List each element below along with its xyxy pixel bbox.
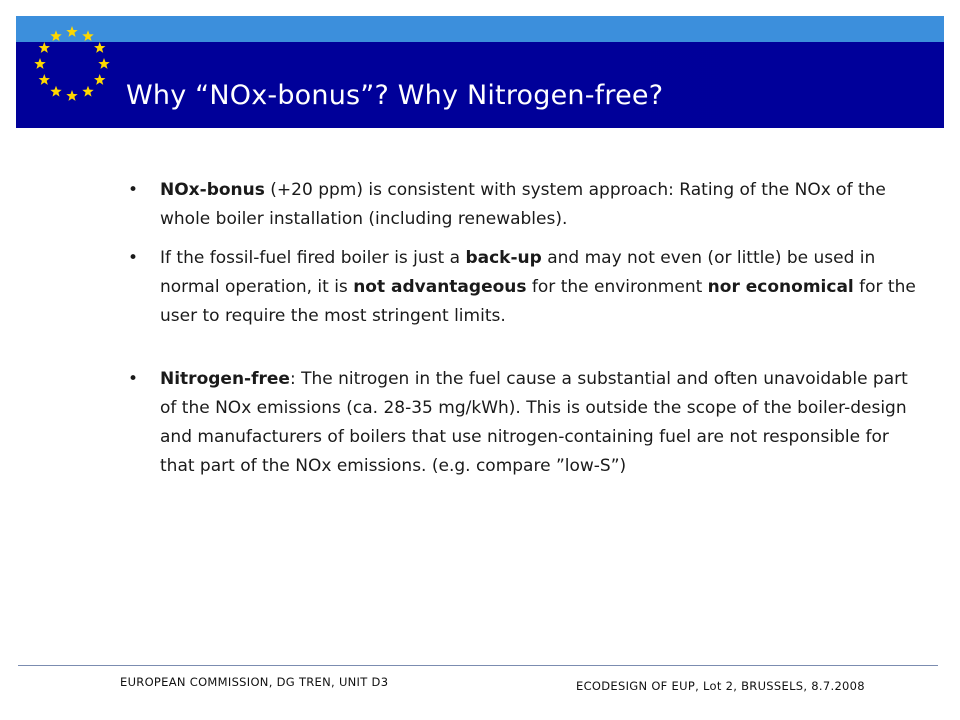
bullet-emphasis: NOx-bonus	[160, 180, 265, 200]
bullet-emphasis: Nitrogen-free	[160, 369, 290, 389]
eu-star-icon	[39, 42, 50, 53]
footer-organization: EUROPEAN COMMISSION, DG TREN, UNIT D3	[120, 675, 389, 689]
eu-star-icon	[66, 26, 77, 37]
footer-event: ECODESIGN OF EUP, Lot 2, BRUSSELS, 8.7.2008	[576, 679, 865, 693]
slide-title: Why “NOx-bonus”? Why Nitrogen-free?	[126, 80, 664, 111]
bullet-segment: (+20 ppm) is consistent with system approach: Rating of the NOx of the whole boiler installation (including renewables).	[160, 180, 886, 229]
footer-divider	[18, 665, 938, 666]
eu-star-icon	[50, 86, 61, 97]
bullet-emphasis: back-up	[465, 248, 542, 268]
bullet-nitrogen-free	[128, 365, 918, 481]
eu-star-icon	[50, 30, 61, 41]
bullet-backup	[128, 244, 918, 331]
bullet-dot: •	[128, 180, 139, 200]
eu-star-icon	[82, 86, 93, 97]
eu-star-icon	[39, 74, 50, 85]
bullet-segment: If the fossil-fuel fired boiler is just a	[160, 248, 466, 268]
eu-star-icon	[82, 30, 93, 41]
eu-star-icon	[34, 58, 45, 69]
bullet-segment: for the user to require the most stringent limits.	[160, 277, 916, 326]
eu-star-icon	[94, 74, 105, 85]
eu-star-icon	[98, 58, 109, 69]
eu-stars-icon	[24, 16, 120, 112]
bullet-text	[160, 180, 886, 229]
bullet-dot: •	[128, 369, 139, 389]
bullet-segment: : The nitrogen in the fuel cause a substantial and often unavoidable part of the NOx emissions (ca. 28-35 mg/kWh). This is outside the scope of the boiler-design and manufacturers of boilers that use nitrogen-containing fuel are not responsible for that part of the NOx emissions. (e.g. compare ”low-S”)	[160, 369, 908, 476]
bullet-nox-bonus	[128, 176, 918, 234]
header-top-stripe	[16, 16, 944, 42]
bullet-text	[160, 248, 916, 326]
eu-star-icon	[66, 90, 77, 101]
bullet-dot: •	[128, 248, 139, 268]
bullet-list	[128, 176, 918, 491]
bullet-text	[160, 369, 908, 476]
bullet-emphasis: nor economical	[707, 277, 854, 297]
bullet-emphasis: not advantageous	[353, 277, 527, 297]
eu-star-icon	[94, 42, 105, 53]
bullet-segment: for the environment	[526, 277, 708, 297]
bullet-segment: and may not even (or little) be used in normal operation, it is	[160, 248, 876, 297]
